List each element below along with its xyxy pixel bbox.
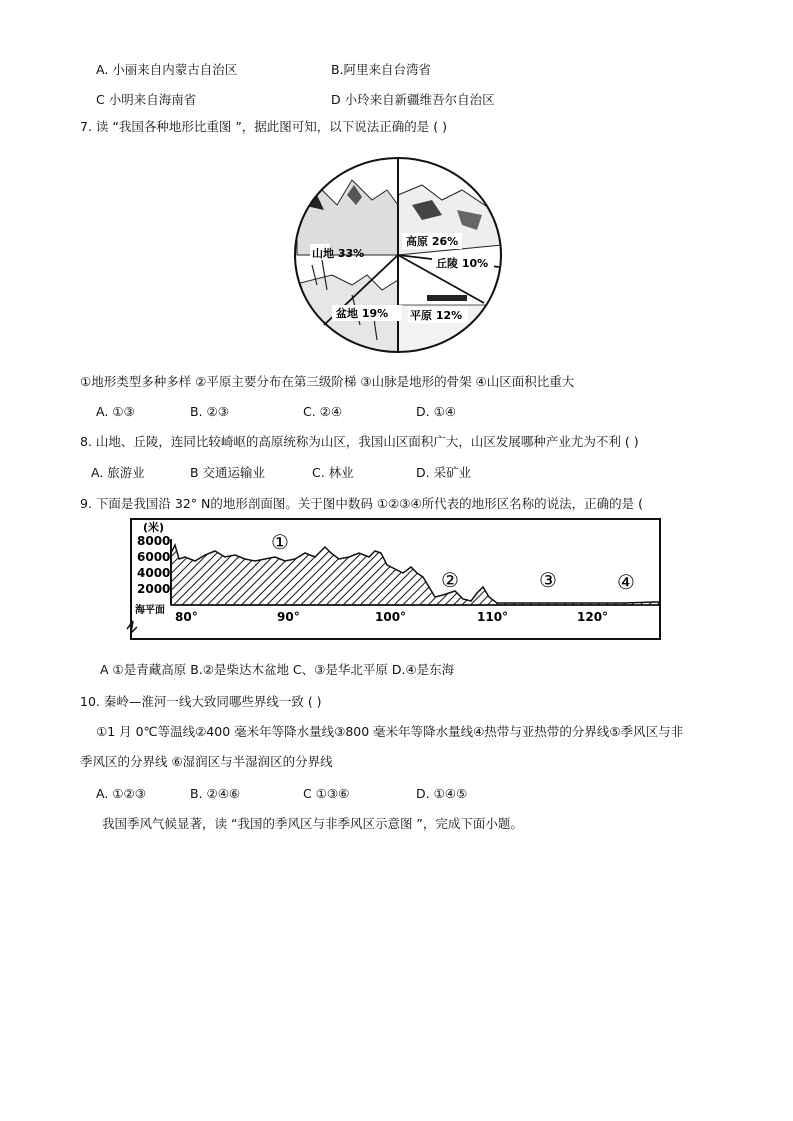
pie-label-basin: 盆地 19% (336, 307, 389, 320)
q7-stem: 7. 读 “我国各种地形比重图 ”，据此图可知，以下说法正确的是 ( ) (80, 119, 447, 134)
q6-option-d: D 小玲来自新疆维吾尔自治区 (331, 92, 495, 107)
profile-marker-2: ② (441, 568, 459, 592)
q10-option-d: D. ①④⑤ (416, 786, 468, 801)
q10-line2: 季风区的分界线 ⑥湿润区与半湿润区的分界线 (80, 754, 333, 769)
profile-marker-1: ① (271, 530, 289, 554)
profile-marker-4: ④ (617, 570, 635, 594)
q10-option-a: A. ①②③ (96, 786, 146, 801)
profile-ytick-2000: 2000 (137, 582, 171, 596)
q10-option-b: B. ②④⑥ (190, 786, 241, 801)
q7-statements: ①地形类型多种多样 ②平原主要分布在第三级阶梯 ③山脉是地形的骨架 ④山区面积比重大 (80, 374, 575, 389)
pie-label-plateau: 高原 26% (406, 235, 459, 248)
pie-label-plain: 平原 12% (410, 309, 463, 322)
q6-option-c: C 小明来自海南省 (96, 92, 197, 107)
q8-stem: 8. 山地、丘陵，连同比较崎岖的高原统称为山区，我国山区面积广大，山区发展哪种产业尤为不利 ( ) (80, 434, 639, 449)
q10-stem: 10. 秦岭—淮河一线大致同哪些界线一致 ( ) (80, 694, 322, 709)
profile-xtick-100: 100° (375, 610, 407, 624)
q8-option-a: A. 旅游业 (91, 465, 145, 480)
profile-xtick-90: 90° (277, 610, 300, 624)
q7-option-a: A. ①③ (96, 404, 135, 419)
q7-option-b: B. ②③ (190, 404, 229, 419)
profile-ytick-6000: 6000 (137, 550, 171, 564)
profile-ytick-4000: 4000 (137, 566, 171, 580)
q8-option-b: B 交通运输业 (190, 465, 266, 480)
q7-option-d: D. ①④ (416, 404, 456, 419)
q8-option-d: D. 采矿业 (416, 465, 472, 480)
profile-ylabel: (米) (143, 521, 165, 534)
pie-label-hill: 丘陵 10% (436, 257, 489, 270)
q8-option-c: C. 林业 (312, 465, 354, 480)
terrain-pie-chart (292, 155, 508, 355)
profile-ytick-8000: 8000 (137, 534, 171, 548)
q7-option-c: C. ②④ (303, 404, 343, 419)
q9-options: A ①是青藏高原 B.②是柴达木盆地 C、③是华北平原 D.④是东海 (100, 662, 455, 677)
profile-xtick-120: 120° (577, 610, 609, 624)
q10-line1: ①1 月 0℃等温线②400 毫米年等降水量线③800 毫米年等降水量线④热带与亚热带的分界线⑤季风区与非 (96, 724, 684, 739)
profile-ytick-sealevel: 海平面 (135, 605, 165, 616)
q6-option-b: B.阿里来自台湾省 (331, 62, 432, 77)
group-intro: 我国季风气候显著，读 “我国的季风区与非季风区示意图 ”，完成下面小题。 (102, 816, 523, 831)
profile-xtick-80: 80° (175, 610, 198, 624)
q10-option-c: C ①③⑥ (303, 786, 350, 801)
pie-label-mountain: 山地 33% (312, 247, 365, 260)
terrain-profile-32n (125, 517, 665, 647)
q9-stem: 9. 下面是我国沿 32° N的地形剖面图。关于图中数码 ①②③④所代表的地形区名称的说法，正确的是 ( (80, 496, 644, 511)
profile-xtick-110: 110° (477, 610, 509, 624)
profile-marker-3: ③ (539, 568, 557, 592)
q6-option-a: A. 小丽来自内蒙古自治区 (96, 62, 238, 77)
